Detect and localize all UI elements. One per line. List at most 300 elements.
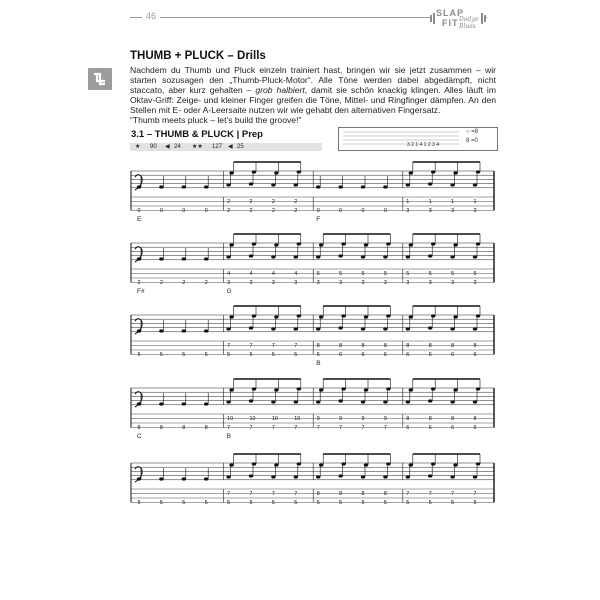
tab-number: 0 — [204, 208, 208, 215]
note-head — [249, 254, 253, 257]
tab-number: 7 — [294, 491, 298, 498]
tab-number: 7 — [428, 491, 432, 498]
note-head — [226, 255, 230, 258]
tab-number: 5 — [383, 500, 387, 507]
tab-number: 6 — [406, 425, 410, 432]
tab-number: 7 — [383, 425, 387, 432]
note-head — [274, 315, 278, 318]
tab-number: 5 — [137, 352, 141, 359]
tab-number: 3 — [339, 280, 343, 287]
note-head — [182, 402, 186, 405]
tab-number: 8 — [428, 416, 432, 423]
note-head — [338, 185, 342, 188]
tab-number: 6 — [473, 425, 477, 432]
note-head — [294, 327, 298, 330]
tab-number: 2 — [271, 208, 275, 215]
note-head — [431, 387, 435, 390]
tab-number: 5 — [159, 500, 163, 507]
note-head — [316, 400, 320, 403]
tab-number: 5 — [339, 271, 343, 278]
intro-text-1: Nachdem du Thumb und Pluck einzeln trainiert hast, bringen wir sie jetzt zusammen – wir starten sozusagen den „Thumb-Pluck-Motor“. Alle Töne werden dabei abgedämpft, nicht staccato, aber kurz gehalten – — [130, 65, 496, 96]
note-head — [252, 387, 256, 390]
tab-number: 5 — [406, 500, 410, 507]
brand-script-1: Dodge — [459, 16, 479, 23]
note-head — [137, 477, 141, 480]
note-head — [229, 171, 233, 174]
tab-number: 3 — [406, 208, 410, 215]
note-head — [297, 170, 301, 173]
note-head — [386, 242, 390, 245]
tab-number: 7 — [227, 343, 231, 350]
tab-number: 6 — [451, 425, 455, 432]
tab-number: 5 — [182, 500, 186, 507]
tab-number: 5 — [137, 500, 141, 507]
chord-label: B — [316, 360, 321, 367]
note-head — [226, 400, 230, 403]
tab-number: 5 — [361, 500, 365, 507]
tab-number: 6 — [473, 352, 477, 359]
tab-number: 8 — [451, 343, 455, 350]
exercise-title: 3.1 – THUMB & PLUCK | Prep — [131, 129, 263, 140]
note-head — [409, 171, 413, 174]
tab-number: 5 — [361, 271, 365, 278]
tab-number: 8 — [406, 343, 410, 350]
note-head — [226, 183, 230, 186]
note-head — [338, 399, 342, 402]
tab-number: 1 — [451, 199, 455, 206]
note-head — [204, 257, 208, 260]
note-head — [428, 182, 432, 185]
note-head — [319, 388, 323, 391]
tab-number: 3 — [316, 280, 320, 287]
note-head — [204, 402, 208, 405]
note-head — [271, 183, 275, 186]
chord-label: F — [316, 216, 321, 223]
tab-number: 2 — [137, 280, 141, 287]
note-head — [316, 475, 320, 478]
note-head — [341, 387, 345, 390]
note-head — [450, 183, 454, 186]
note-head — [316, 255, 320, 258]
note-head — [274, 388, 278, 391]
note-head — [409, 243, 413, 246]
tab-number: 5 — [227, 352, 231, 359]
note-head — [473, 475, 477, 478]
tab-number: 5 — [271, 352, 275, 359]
chord-label: G — [226, 288, 232, 295]
note-head — [137, 402, 141, 405]
tab-number: 8 — [182, 425, 186, 432]
note-head — [252, 242, 256, 245]
note-head — [406, 400, 410, 403]
note-head — [271, 327, 275, 330]
note-head — [294, 183, 298, 186]
note-head — [137, 257, 141, 260]
note-head — [249, 326, 253, 329]
tab-number: 6 — [339, 352, 343, 359]
tempo-fast-bpm: 127 — [212, 144, 223, 150]
note-head — [226, 475, 230, 478]
tab-number: 8 — [361, 491, 365, 498]
tab-number: 3 — [361, 280, 365, 287]
tab-number: 6 — [406, 352, 410, 359]
note-head — [409, 388, 413, 391]
note-head — [361, 327, 365, 330]
tab-number: 5 — [473, 271, 477, 278]
note-head — [159, 329, 163, 332]
tab-number: 3 — [451, 208, 455, 215]
tab-number: 5 — [227, 500, 231, 507]
tab-number: 5 — [316, 271, 320, 278]
note-head — [271, 255, 275, 258]
note-head — [341, 314, 345, 317]
tab-number: 8 — [406, 416, 410, 423]
note-head — [204, 329, 208, 332]
tab-number: 7 — [451, 491, 455, 498]
note-head — [386, 314, 390, 317]
note-head — [406, 475, 410, 478]
note-head — [229, 243, 233, 246]
tab-number: 8 — [137, 425, 141, 432]
note-head — [297, 314, 301, 317]
tab-number: 2 — [159, 280, 163, 287]
tab-number: 5 — [204, 352, 208, 359]
note-head — [383, 327, 387, 330]
tab-number: 8 — [316, 343, 320, 350]
note-head — [252, 462, 256, 465]
tab-number: 0 — [137, 208, 141, 215]
tab-number: 5 — [473, 500, 477, 507]
note-head — [453, 315, 457, 318]
tab-number: 7 — [316, 425, 320, 432]
note-head — [428, 474, 432, 477]
note-head — [338, 474, 342, 477]
note-head — [297, 242, 301, 245]
note-head — [473, 183, 477, 186]
note-head — [361, 255, 365, 258]
note-head — [294, 400, 298, 403]
tab-number: 7 — [339, 425, 343, 432]
tab-number: 7 — [227, 425, 231, 432]
tab-number: 8 — [473, 343, 477, 350]
tab-number: 5 — [428, 271, 432, 278]
tab-number: 2 — [227, 208, 231, 215]
note-head — [386, 462, 390, 465]
note-head — [406, 183, 410, 186]
brand-script-2: Blues — [459, 23, 476, 30]
note-head — [249, 474, 253, 477]
intro-emphasis: grob halbiert — [255, 85, 305, 96]
chord-label: E — [137, 216, 142, 223]
page-number: 46 — [142, 11, 160, 21]
note-head — [297, 462, 301, 465]
note-head — [450, 255, 454, 258]
tab-number: 1 — [473, 199, 477, 206]
tab-number: 7 — [271, 425, 275, 432]
tab-number: 8 — [339, 491, 343, 498]
note-head — [409, 315, 413, 318]
section-title: THUMB + PLUCK – Drills — [130, 50, 266, 62]
note-head — [364, 463, 368, 466]
tab-number: 6 — [383, 352, 387, 359]
note-head — [473, 400, 477, 403]
tab-number: 3 — [271, 280, 275, 287]
note-head — [226, 327, 230, 330]
tab-number: 6 — [316, 352, 320, 359]
tab-number: 5 — [428, 500, 432, 507]
note-head — [476, 314, 480, 317]
tab-number: 5 — [159, 352, 163, 359]
tab-number: 3 — [227, 280, 231, 287]
tab-number: 2 — [271, 199, 275, 206]
note-head — [229, 315, 233, 318]
note-head — [182, 329, 186, 332]
tab-number: 5 — [294, 500, 298, 507]
tab-number: 2 — [249, 208, 253, 215]
note-head — [271, 475, 275, 478]
tab-number: 8 — [361, 343, 365, 350]
note-head — [341, 242, 345, 245]
note-head — [364, 388, 368, 391]
note-head — [297, 387, 301, 390]
tab-number: 7 — [249, 343, 253, 350]
speaker-icon[interactable]: ◀ — [165, 144, 170, 150]
tab-number: 1 — [406, 199, 410, 206]
tab-number: 3 — [428, 208, 432, 215]
tab-number: 5 — [406, 271, 410, 278]
note-head — [406, 327, 410, 330]
note-head — [450, 475, 454, 478]
intro-text-2: , damit sie schön knackig klingen. Alles läuft im Oktav-Griff: Zeige- und kleiner Finger greifen die Töne, Mittel- und Ringfinger dämpfen. An den Stellen mit E- oder A-Leersaite nutzen wir wie gehabt den alternativen Fingersatz. — [130, 85, 496, 116]
note-head — [252, 314, 256, 317]
note-head — [361, 400, 365, 403]
tab-number: 7 — [227, 491, 231, 498]
tab-number: 4 — [294, 271, 298, 278]
note-head — [361, 185, 365, 188]
note-head — [319, 315, 323, 318]
legend-numbers: 3 2 1 4 1 2 3 4 — [407, 142, 439, 148]
note-head — [476, 462, 480, 465]
tab-number: 10 — [294, 416, 301, 423]
tab-number: 0 — [361, 208, 365, 215]
note-head — [361, 475, 365, 478]
note-head — [294, 255, 298, 258]
tempo-slow-track[interactable]: 24 — [174, 144, 181, 150]
tab-number: 9 — [361, 416, 365, 423]
chord-label: B — [226, 433, 231, 440]
note-head — [431, 314, 435, 317]
tab-number: 3 — [249, 280, 253, 287]
tab-number: 5 — [204, 500, 208, 507]
tab-number: 0 — [182, 208, 186, 215]
note-head — [406, 255, 410, 258]
note-head — [450, 327, 454, 330]
brand-line2: FIT — [442, 18, 459, 28]
note-head — [182, 257, 186, 260]
note-head — [453, 388, 457, 391]
legend-line1: ○ =8 — [466, 129, 479, 135]
tab-number: 5 — [271, 500, 275, 507]
chord-label: F# — [137, 288, 145, 295]
tab-number: 9 — [383, 416, 387, 423]
note-head — [252, 170, 256, 173]
tab-number: 10 — [249, 416, 256, 423]
tab-number: 1 — [428, 199, 432, 206]
tab-number: 7 — [249, 425, 253, 432]
intro-quote: “Thumb meets pluck – let’s build the groove!” — [130, 115, 302, 126]
tab-number: 8 — [339, 343, 343, 350]
note-head — [319, 243, 323, 246]
note-head — [316, 327, 320, 330]
tab-number: 2 — [294, 208, 298, 215]
note-head — [316, 185, 320, 188]
tab-number: 2 — [204, 280, 208, 287]
note-head — [274, 171, 278, 174]
note-head — [249, 399, 253, 402]
note-head — [450, 400, 454, 403]
tab-number: 6 — [428, 352, 432, 359]
tab-number: 6 — [428, 425, 432, 432]
tab-number: 3 — [428, 280, 432, 287]
tab-number: 8 — [473, 416, 477, 423]
note-head — [338, 326, 342, 329]
tab-number: 5 — [451, 271, 455, 278]
tab-number: 7 — [294, 425, 298, 432]
note-head — [249, 182, 253, 185]
note-head — [431, 462, 435, 465]
tab-number: 8 — [159, 425, 163, 432]
tab-number: 7 — [271, 491, 275, 498]
note-head — [476, 242, 480, 245]
note-head — [453, 171, 457, 174]
tempo-fast-star: ★★ — [192, 144, 203, 150]
note-head — [428, 254, 432, 257]
tab-number: 7 — [249, 491, 253, 498]
note-head — [476, 387, 480, 390]
tab-number: 0 — [316, 208, 320, 215]
speaker-icon[interactable]: ◀ — [228, 144, 233, 150]
tempo-fast-track[interactable]: 25 — [237, 144, 244, 150]
tab-number: 10 — [227, 416, 234, 423]
tab-number: 5 — [383, 271, 387, 278]
note-head — [341, 462, 345, 465]
note-head — [473, 327, 477, 330]
tempo-slow-star: ★ — [135, 144, 141, 150]
tab-number: 5 — [451, 500, 455, 507]
tab-number: 9 — [316, 416, 320, 423]
chord-label: C — [137, 433, 142, 440]
note-head — [383, 400, 387, 403]
note-head — [383, 255, 387, 258]
note-head — [271, 400, 275, 403]
note-head — [386, 387, 390, 390]
note-head — [409, 463, 413, 466]
note-head — [274, 243, 278, 246]
note-head — [204, 477, 208, 480]
note-head — [319, 463, 323, 466]
tab-number: 7 — [294, 343, 298, 350]
tab-number: 5 — [182, 352, 186, 359]
tab-number: 5 — [249, 352, 253, 359]
brand-line1: SLAP — [436, 8, 465, 18]
note-head — [137, 185, 141, 188]
tab-number: 8 — [451, 416, 455, 423]
note-head — [182, 185, 186, 188]
note-head — [159, 477, 163, 480]
tab-number: 8 — [428, 343, 432, 350]
note-head — [431, 242, 435, 245]
tab-number: 7 — [406, 491, 410, 498]
note-head — [159, 257, 163, 260]
note-head — [159, 185, 163, 188]
note-head — [428, 326, 432, 329]
note-head — [137, 329, 141, 332]
tab-number: 8 — [383, 491, 387, 498]
note-head — [473, 255, 477, 258]
tab-number: 5 — [316, 500, 320, 507]
note-head — [204, 185, 208, 188]
tab-number: 0 — [159, 208, 163, 215]
tab-number: 3 — [383, 280, 387, 287]
tab-number: 6 — [451, 352, 455, 359]
tab-number: 7 — [271, 343, 275, 350]
note-head — [182, 477, 186, 480]
tab-number: 3 — [451, 280, 455, 287]
tab-number: 6 — [361, 352, 365, 359]
note-head — [431, 170, 435, 173]
note-head — [428, 399, 432, 402]
note-head — [294, 475, 298, 478]
note-head — [229, 388, 233, 391]
note-head — [453, 243, 457, 246]
tab-number: 3 — [406, 280, 410, 287]
tab-number: 5 — [249, 500, 253, 507]
note-head — [383, 475, 387, 478]
tab-number: 2 — [249, 199, 253, 206]
note-head — [229, 463, 233, 466]
tab-number: 10 — [271, 416, 278, 423]
note-head — [338, 254, 342, 257]
tab-number: 8 — [383, 343, 387, 350]
note-head — [364, 243, 368, 246]
tab-number: 5 — [339, 500, 343, 507]
tab-number: 5 — [294, 352, 298, 359]
note-head — [453, 463, 457, 466]
tab-number: 3 — [294, 280, 298, 287]
tab-number: 8 — [316, 491, 320, 498]
tab-number: 4 — [271, 271, 275, 278]
tab-number: 7 — [473, 491, 477, 498]
note-head — [274, 463, 278, 466]
tempo-slow-bpm: 90 — [150, 144, 157, 150]
tab-number: 3 — [473, 208, 477, 215]
note-head — [383, 185, 387, 188]
tab-number: 3 — [473, 280, 477, 287]
tab-number: 4 — [249, 271, 253, 278]
tab-number: 7 — [361, 425, 365, 432]
tab-number: 8 — [204, 425, 208, 432]
tab-number: 0 — [383, 208, 387, 215]
tab-number: 0 — [339, 208, 343, 215]
tab-number: 2 — [294, 199, 298, 206]
tab-number: 2 — [227, 199, 231, 206]
tab-number: 4 — [227, 271, 231, 278]
note-head — [159, 402, 163, 405]
note-head — [476, 170, 480, 173]
legend-line2: 8 =0 — [466, 138, 478, 144]
tab-number: 9 — [339, 416, 343, 423]
tab-number: 2 — [182, 280, 186, 287]
